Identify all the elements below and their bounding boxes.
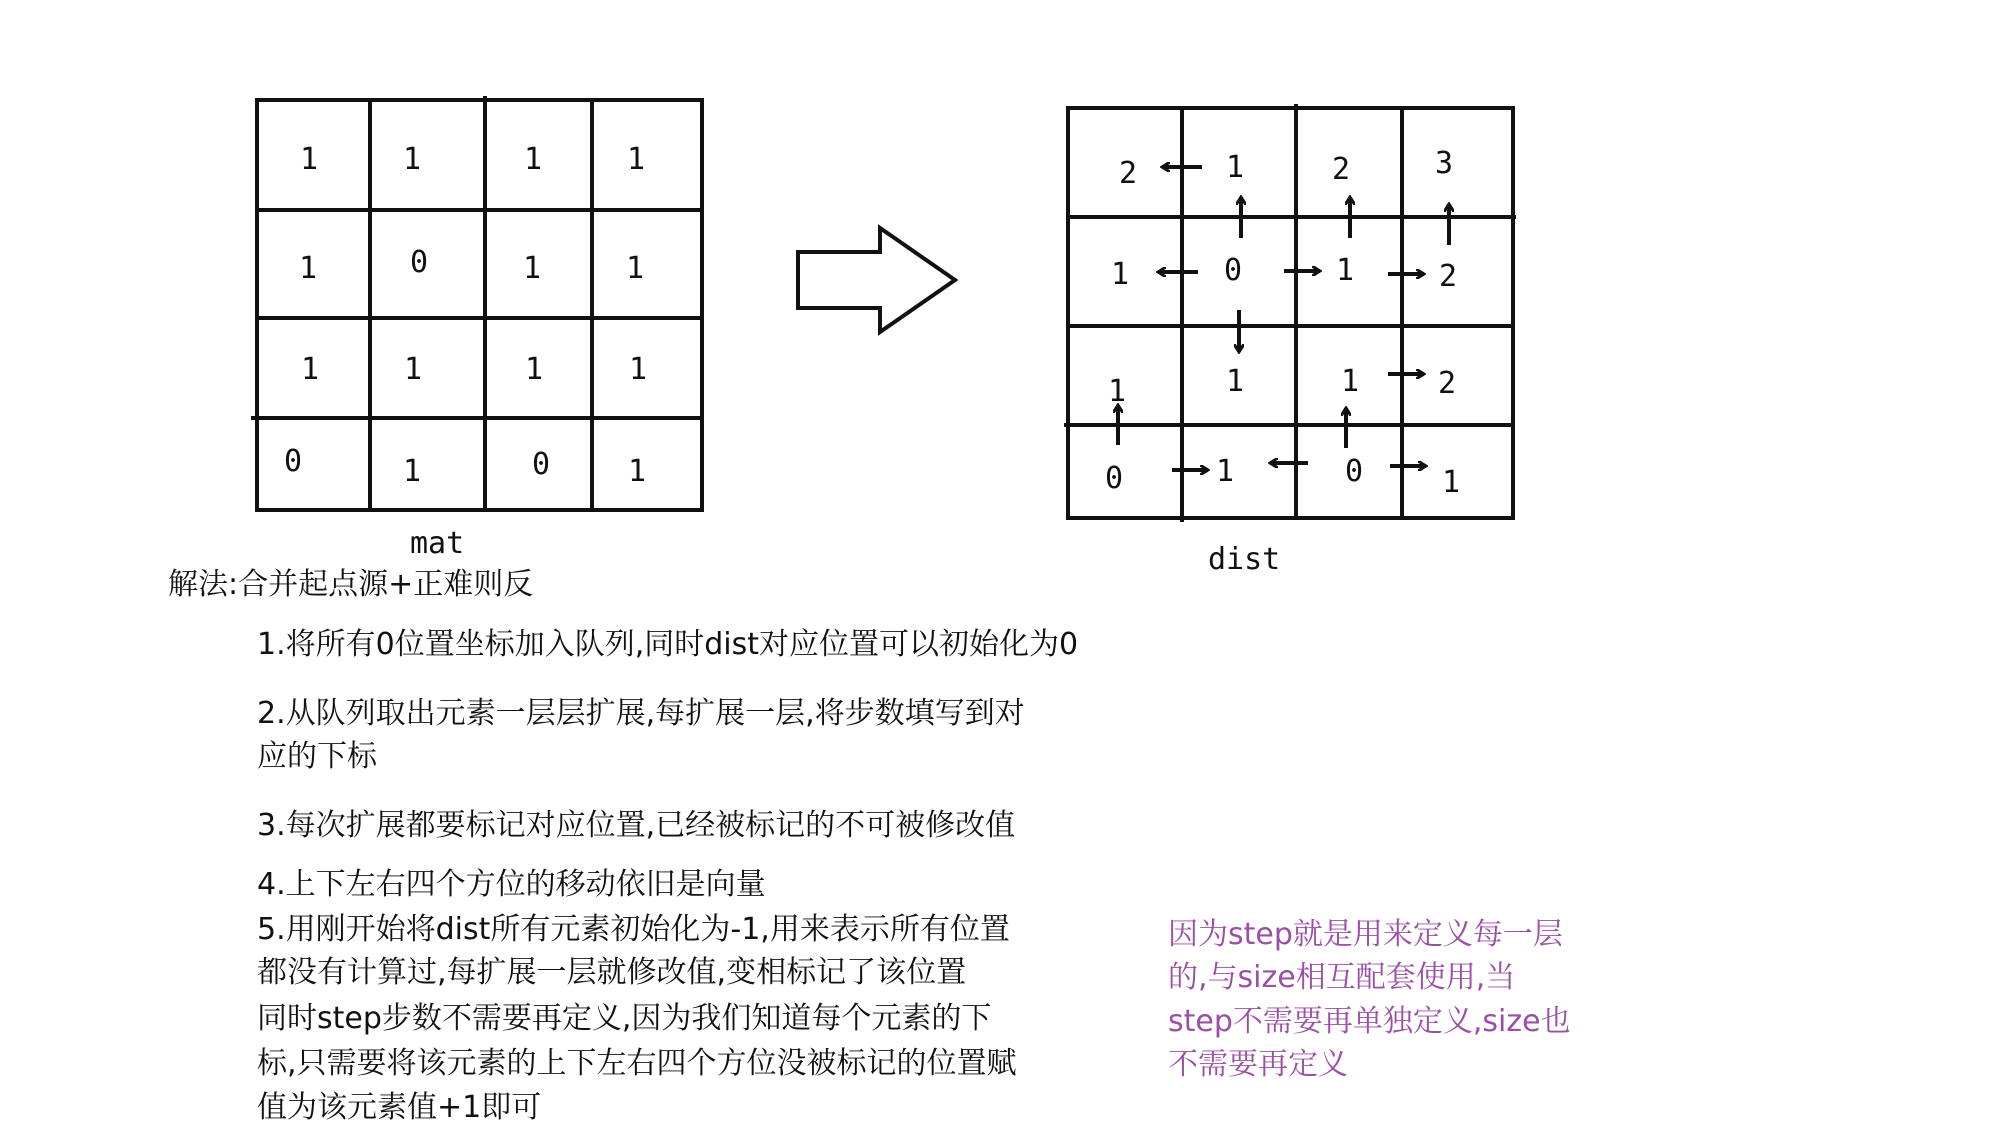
dist-cell: 1 xyxy=(1341,364,1360,399)
mat-cell: 0 xyxy=(284,444,303,479)
step-3: 3.每次扩展都要标记对应位置,已经被标记的不可被修改值 xyxy=(257,808,1016,843)
step-1: 1.将所有0位置坐标加入队列,同时dist对应位置可以初始化为0 xyxy=(257,627,1079,662)
mat-cell: 1 xyxy=(403,454,422,489)
dist-cell: 1 xyxy=(1336,253,1355,288)
mat-cell: 1 xyxy=(301,352,320,387)
mat-cell: 0 xyxy=(410,245,429,280)
mat-cell: 0 xyxy=(532,447,551,482)
side-note-line-4: 不需要再定义 xyxy=(1168,1047,1348,1082)
dist-cell: 2 xyxy=(1438,366,1457,401)
mat-cell: 1 xyxy=(300,142,319,177)
side-note-line-1: 因为step就是用来定义每一层 xyxy=(1168,917,1563,952)
transform-arrow-icon xyxy=(798,228,955,332)
mat-cell: 1 xyxy=(628,454,647,489)
mat-cell: 1 xyxy=(404,352,423,387)
dist-cell: 1 xyxy=(1108,374,1127,409)
dist-cell: 1 xyxy=(1226,364,1245,399)
step-5-line-4: 标,只需要将该元素的上下左右四个方位没被标记的位置赋 xyxy=(257,1046,1017,1081)
dist-cell: 0 xyxy=(1224,253,1243,288)
dist-label: dist xyxy=(1208,542,1281,577)
dist-cell: 2 xyxy=(1332,152,1351,187)
step-4: 4.上下左右四个方位的移动依旧是向量 xyxy=(257,867,766,902)
step-2-line-2: 应的下标 xyxy=(257,739,377,774)
dist-cell: 0 xyxy=(1345,454,1364,489)
mat-cell: 1 xyxy=(629,352,648,387)
dist-cell: 2 xyxy=(1119,156,1138,191)
side-note-line-3: step不需要再单独定义,size也 xyxy=(1168,1004,1571,1039)
step-5-line-1: 5.用刚开始将dist所有元素初始化为-1,用来表示所有位置 xyxy=(257,912,1010,947)
step-5-line-5: 值为该元素值+1即可 xyxy=(257,1090,542,1125)
mat-cell: 1 xyxy=(525,352,544,387)
dist-cell: 2 xyxy=(1439,259,1458,294)
dist-cell: 0 xyxy=(1105,461,1124,496)
dist-cell: 3 xyxy=(1435,146,1454,181)
dist-cell: 1 xyxy=(1226,150,1245,185)
step-5-line-3: 同时step步数不需要再定义,因为我们知道每个元素的下 xyxy=(257,1001,992,1036)
solution-title: 解法:合并起点源+正难则反 xyxy=(168,567,534,602)
mat-cell: 1 xyxy=(299,251,318,286)
step-2-line-1: 2.从队列取出元素一层层扩展,每扩展一层,将步数填写到对 xyxy=(257,696,1025,731)
mat-cell: 1 xyxy=(523,251,542,286)
side-note-line-2: 的,与size相互配套使用,当 xyxy=(1168,960,1516,995)
mat-cell: 1 xyxy=(403,142,422,177)
mat-label: mat xyxy=(410,526,465,561)
mat-cell: 1 xyxy=(627,142,646,177)
dist-cell: 1 xyxy=(1216,454,1235,489)
dist-cell: 1 xyxy=(1442,465,1461,500)
mat-cell: 1 xyxy=(524,142,543,177)
step-5-line-2: 都没有计算过,每扩展一层就修改值,变相标记了该位置 xyxy=(257,955,967,990)
mat-cell: 1 xyxy=(626,251,645,286)
dist-cell: 1 xyxy=(1111,257,1130,292)
